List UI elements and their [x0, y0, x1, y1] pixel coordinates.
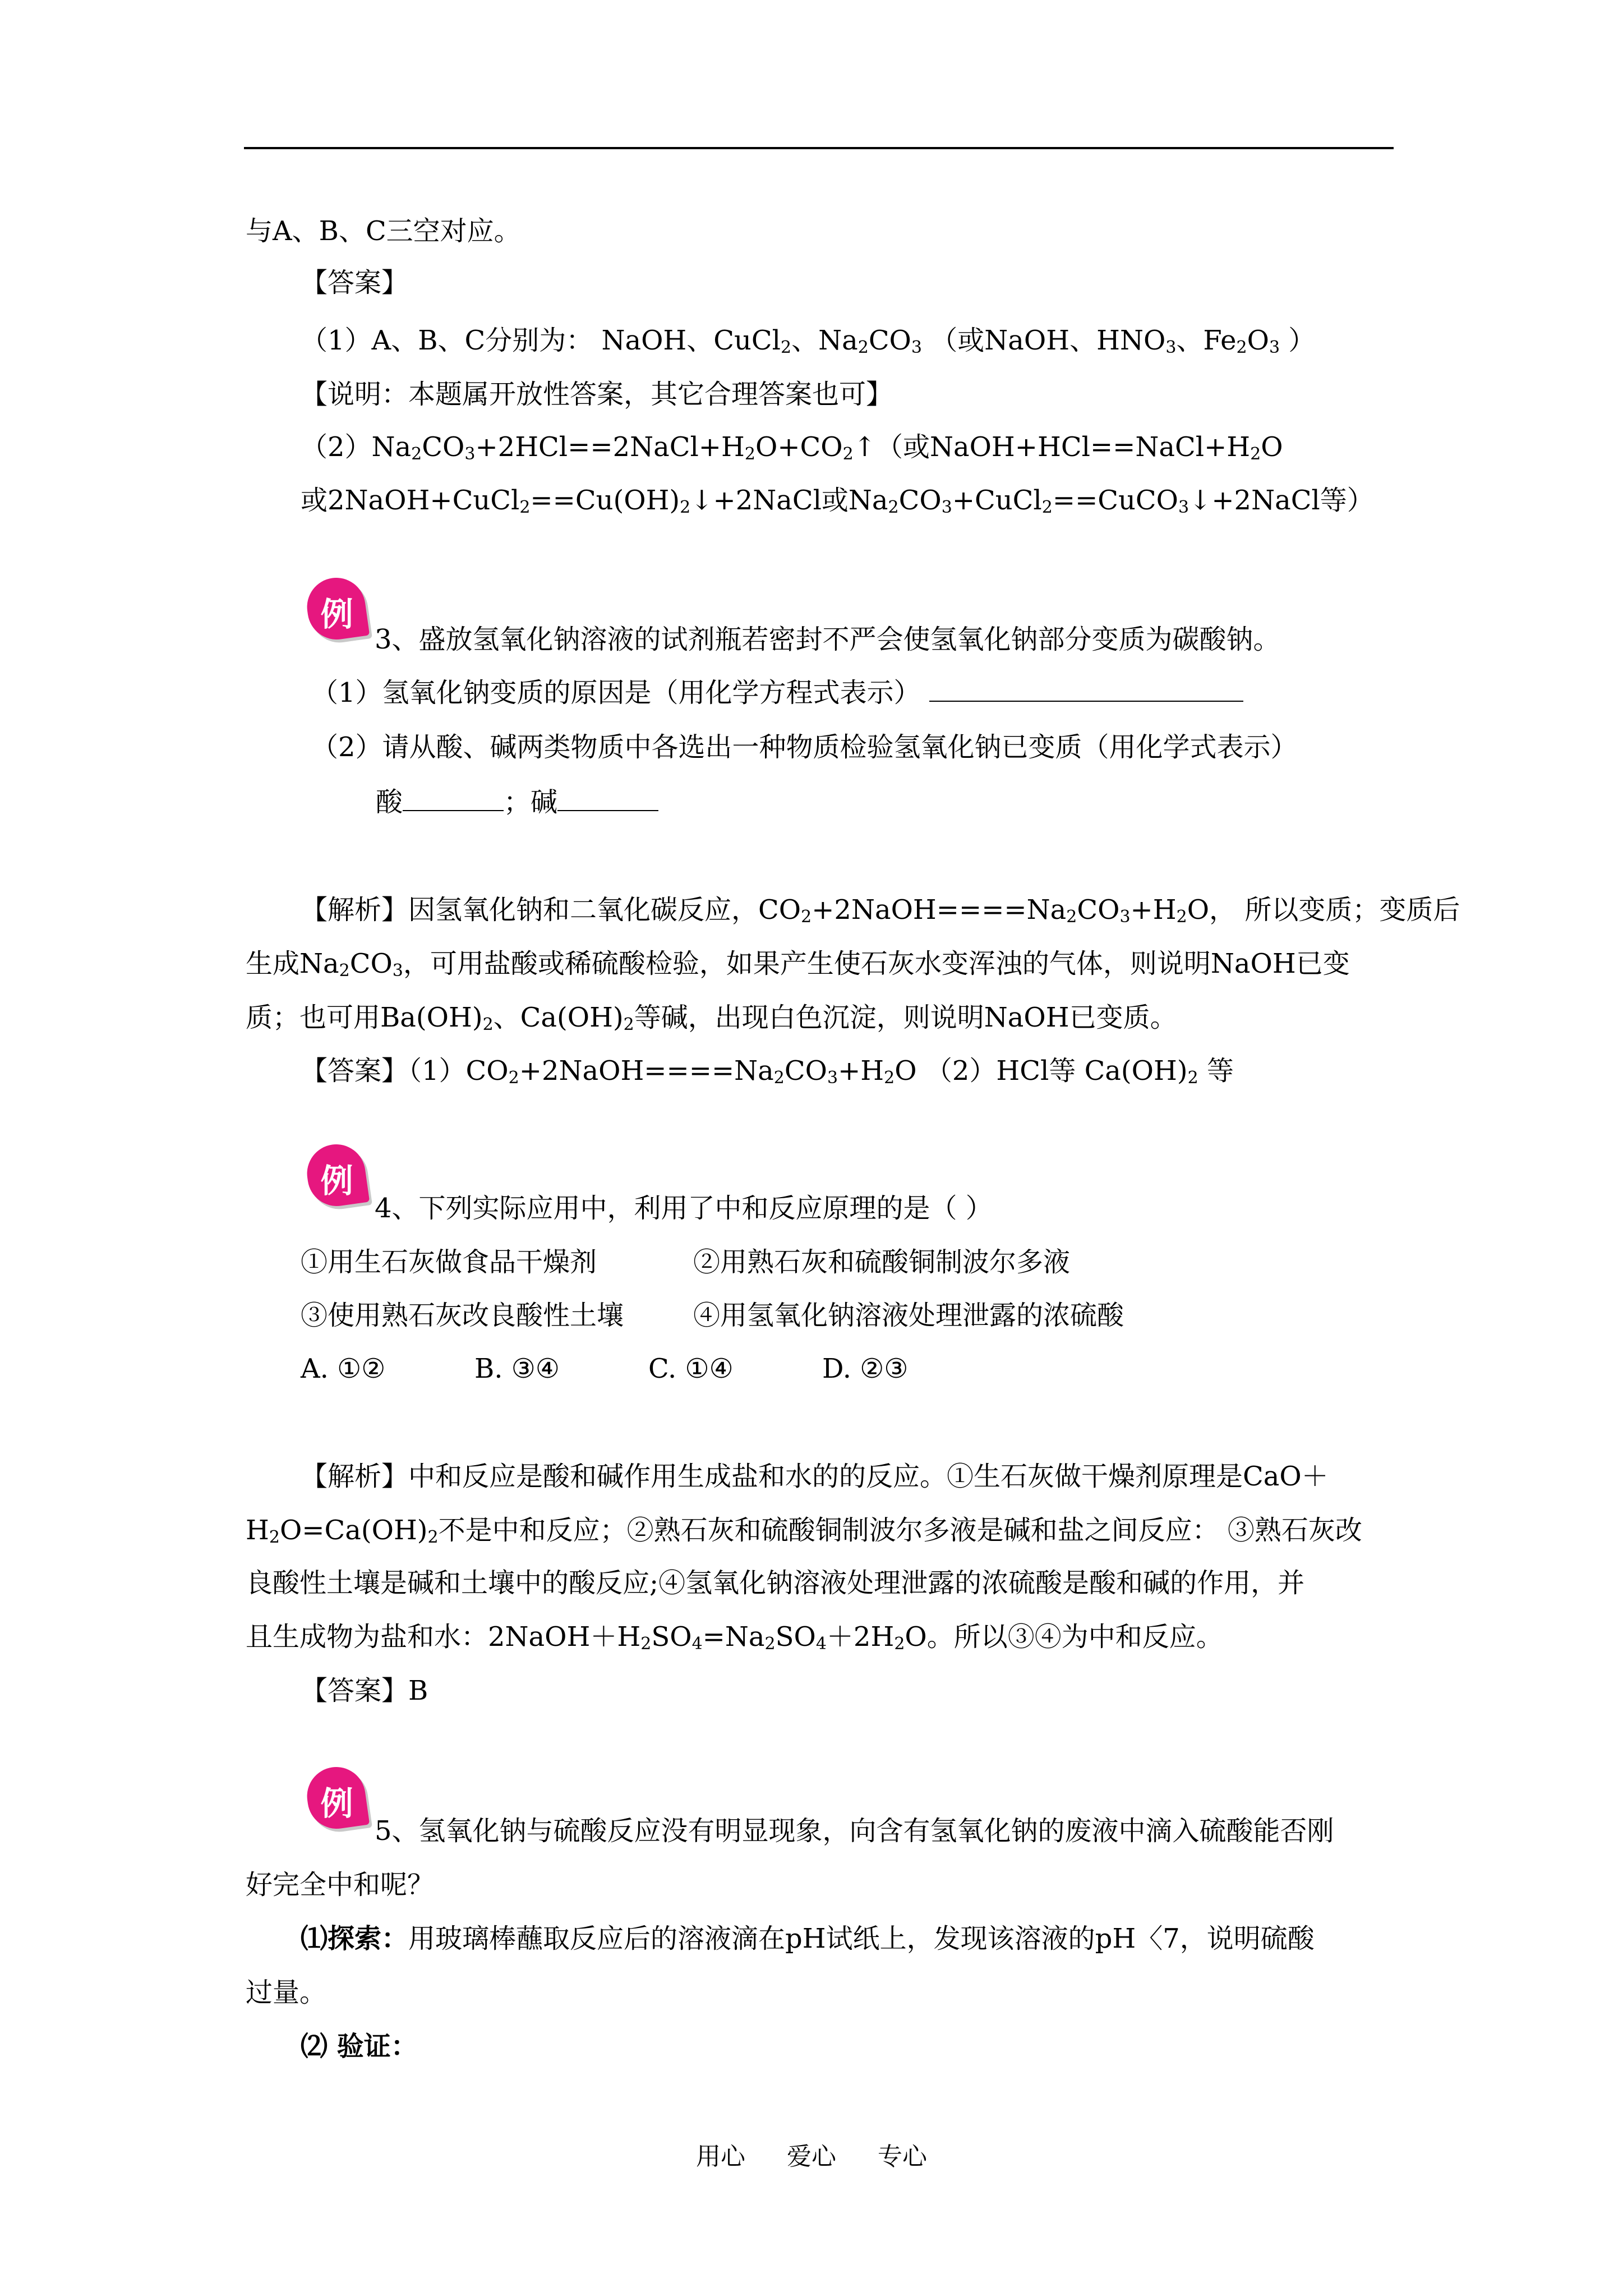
- ex3-answer: 【答案】$(1)CO_2+2NaOH====Na_2CO_3+H_2O$ （2）HCl等 $Ca(OH)_2$ 等: [301, 1055, 1234, 1088]
- ex4-choice-c[interactable]: C. ①④: [648, 1353, 734, 1384]
- header-rule: [244, 147, 1394, 149]
- ex5-explore-2: 过量。: [246, 1977, 327, 2008]
- ex3-analysis-1: 【解析】因氢氧化钠和二氧化碳反应，$CO_2+2NaOH====Na_2CO_3+H_2O$， 所以变质；变质后: [301, 894, 1460, 927]
- ex4-option-3: ③使用熟石灰改良酸性土壤: [301, 1300, 624, 1331]
- ex4-analysis-2: $H_2O=Ca(OH)_2$不是中和反应；②熟石灰和硫酸铜制波尔多液是碱和盐之间反应： ③熟石灰改: [246, 1515, 1362, 1547]
- ex4-option-4: ④用氢氧化钠溶液处理泄露的浓硫酸: [693, 1300, 1124, 1331]
- base-blank[interactable]: [557, 785, 658, 811]
- example-badge-icon: 例: [303, 1763, 370, 1832]
- ex5-verify: ⑵ 验证：: [301, 2031, 418, 2062]
- example-badge-icon: 例: [303, 574, 370, 643]
- ex4-option-1: ①用生石灰做食品干燥剂: [301, 1246, 597, 1278]
- ex4-analysis-4: 且生成物为盐和水：$2NaOH+H_2SO_4=Na_2SO_4+2H_2O$。所以③④为中和反应。: [246, 1621, 1223, 1654]
- ex4-choice-b[interactable]: B. ③④: [474, 1353, 560, 1384]
- answer-blank[interactable]: [929, 676, 1243, 702]
- ex3-q2: （2）请从酸、碱两类物质中各选出一种物质检验氢氧化钠已变质（用化学式表示）: [311, 731, 1298, 763]
- intro-line: 与A、B、C三空对应。: [246, 215, 521, 247]
- answer-line-2: $(2)Na_2CO_3+2HCl==2NaCl+H_2O+CO_2↑$（或$NaOH+HCl==NaCl+H_2O$: [301, 431, 1283, 464]
- ex5-question-2: 好完全中和呢？: [246, 1869, 435, 1901]
- ex5-explore: ⑴探索：用玻璃棒蘸取反应后的溶液滴在pH试纸上，发现该溶液的pH〈7，说明硫酸: [301, 1923, 1315, 1954]
- ex5-question-1: 5、氢氧化钠与硫酸反应没有明显现象，向含有氢氧化钠的废液中滴入硫酸能否刚: [375, 1815, 1334, 1847]
- ex3-question: 3、盛放氢氧化钠溶液的试剂瓶若密封不严会使氢氧化钠部分变质为碳酸钠。: [375, 624, 1280, 655]
- answer-line-3: 或$2NaOH+CuCl_2==Cu(OH)_2↓+2NaCl$或$Na_2CO_3+CuCl_2==CuCO_3↓+2NaCl$等）: [301, 485, 1374, 517]
- ex3-q2-blanks: 酸 ；碱: [376, 784, 658, 820]
- answer-label: 【答案】: [301, 267, 409, 298]
- acid-blank[interactable]: [403, 785, 504, 811]
- ex4-option-2: ②用熟石灰和硫酸铜制波尔多液: [693, 1246, 1071, 1278]
- ex3-analysis-3: 质；也可用$Ba(OH)_2$、$Ca(OH)_2$等碱，出现白色沉淀，则说明NaOH已变质。: [246, 1002, 1177, 1034]
- page-footer: 用心 爱心 专心: [696, 2142, 927, 2171]
- note-line: 【说明：本题属开放性答案，其它合理答案也可】: [301, 379, 893, 410]
- example-badge-icon: 例: [303, 1140, 370, 1209]
- ex4-choice-d[interactable]: D. ②③: [822, 1353, 909, 1384]
- ex3-q1: （1）氢氧化钠变质的原因是（用化学方程式表示）: [311, 675, 1243, 711]
- ex4-answer: 【答案】B: [301, 1675, 428, 1706]
- ex3-analysis-2: 生成$Na_2CO_3$，可用盐酸或稀硫酸检验，如果产生使石灰水变浑浊的气体，则说明NaOH已变: [246, 948, 1350, 981]
- ex4-analysis-1: 【解析】中和反应是酸和碱作用生成盐和水的的反应。①生石灰做干燥剂原理是CaO＋: [301, 1461, 1329, 1492]
- ex4-analysis-3: 良酸性土壤是碱和土壤中的酸反应;④氢氧化钠溶液处理泄露的浓硫酸是酸和碱的作用，并: [246, 1567, 1305, 1599]
- ex4-question: 4、下列实际应用中，利用了中和反应原理的是（ ）: [375, 1193, 993, 1224]
- ex4-choice-a[interactable]: A. ①②: [301, 1353, 386, 1384]
- answer-line-1: （1）A、B、C分别为： NaOH、CuCl$_2$、$Na_2CO_3$ （或NaOH、$HNO_3$、$Fe_2O_3$ ）: [301, 325, 1316, 357]
